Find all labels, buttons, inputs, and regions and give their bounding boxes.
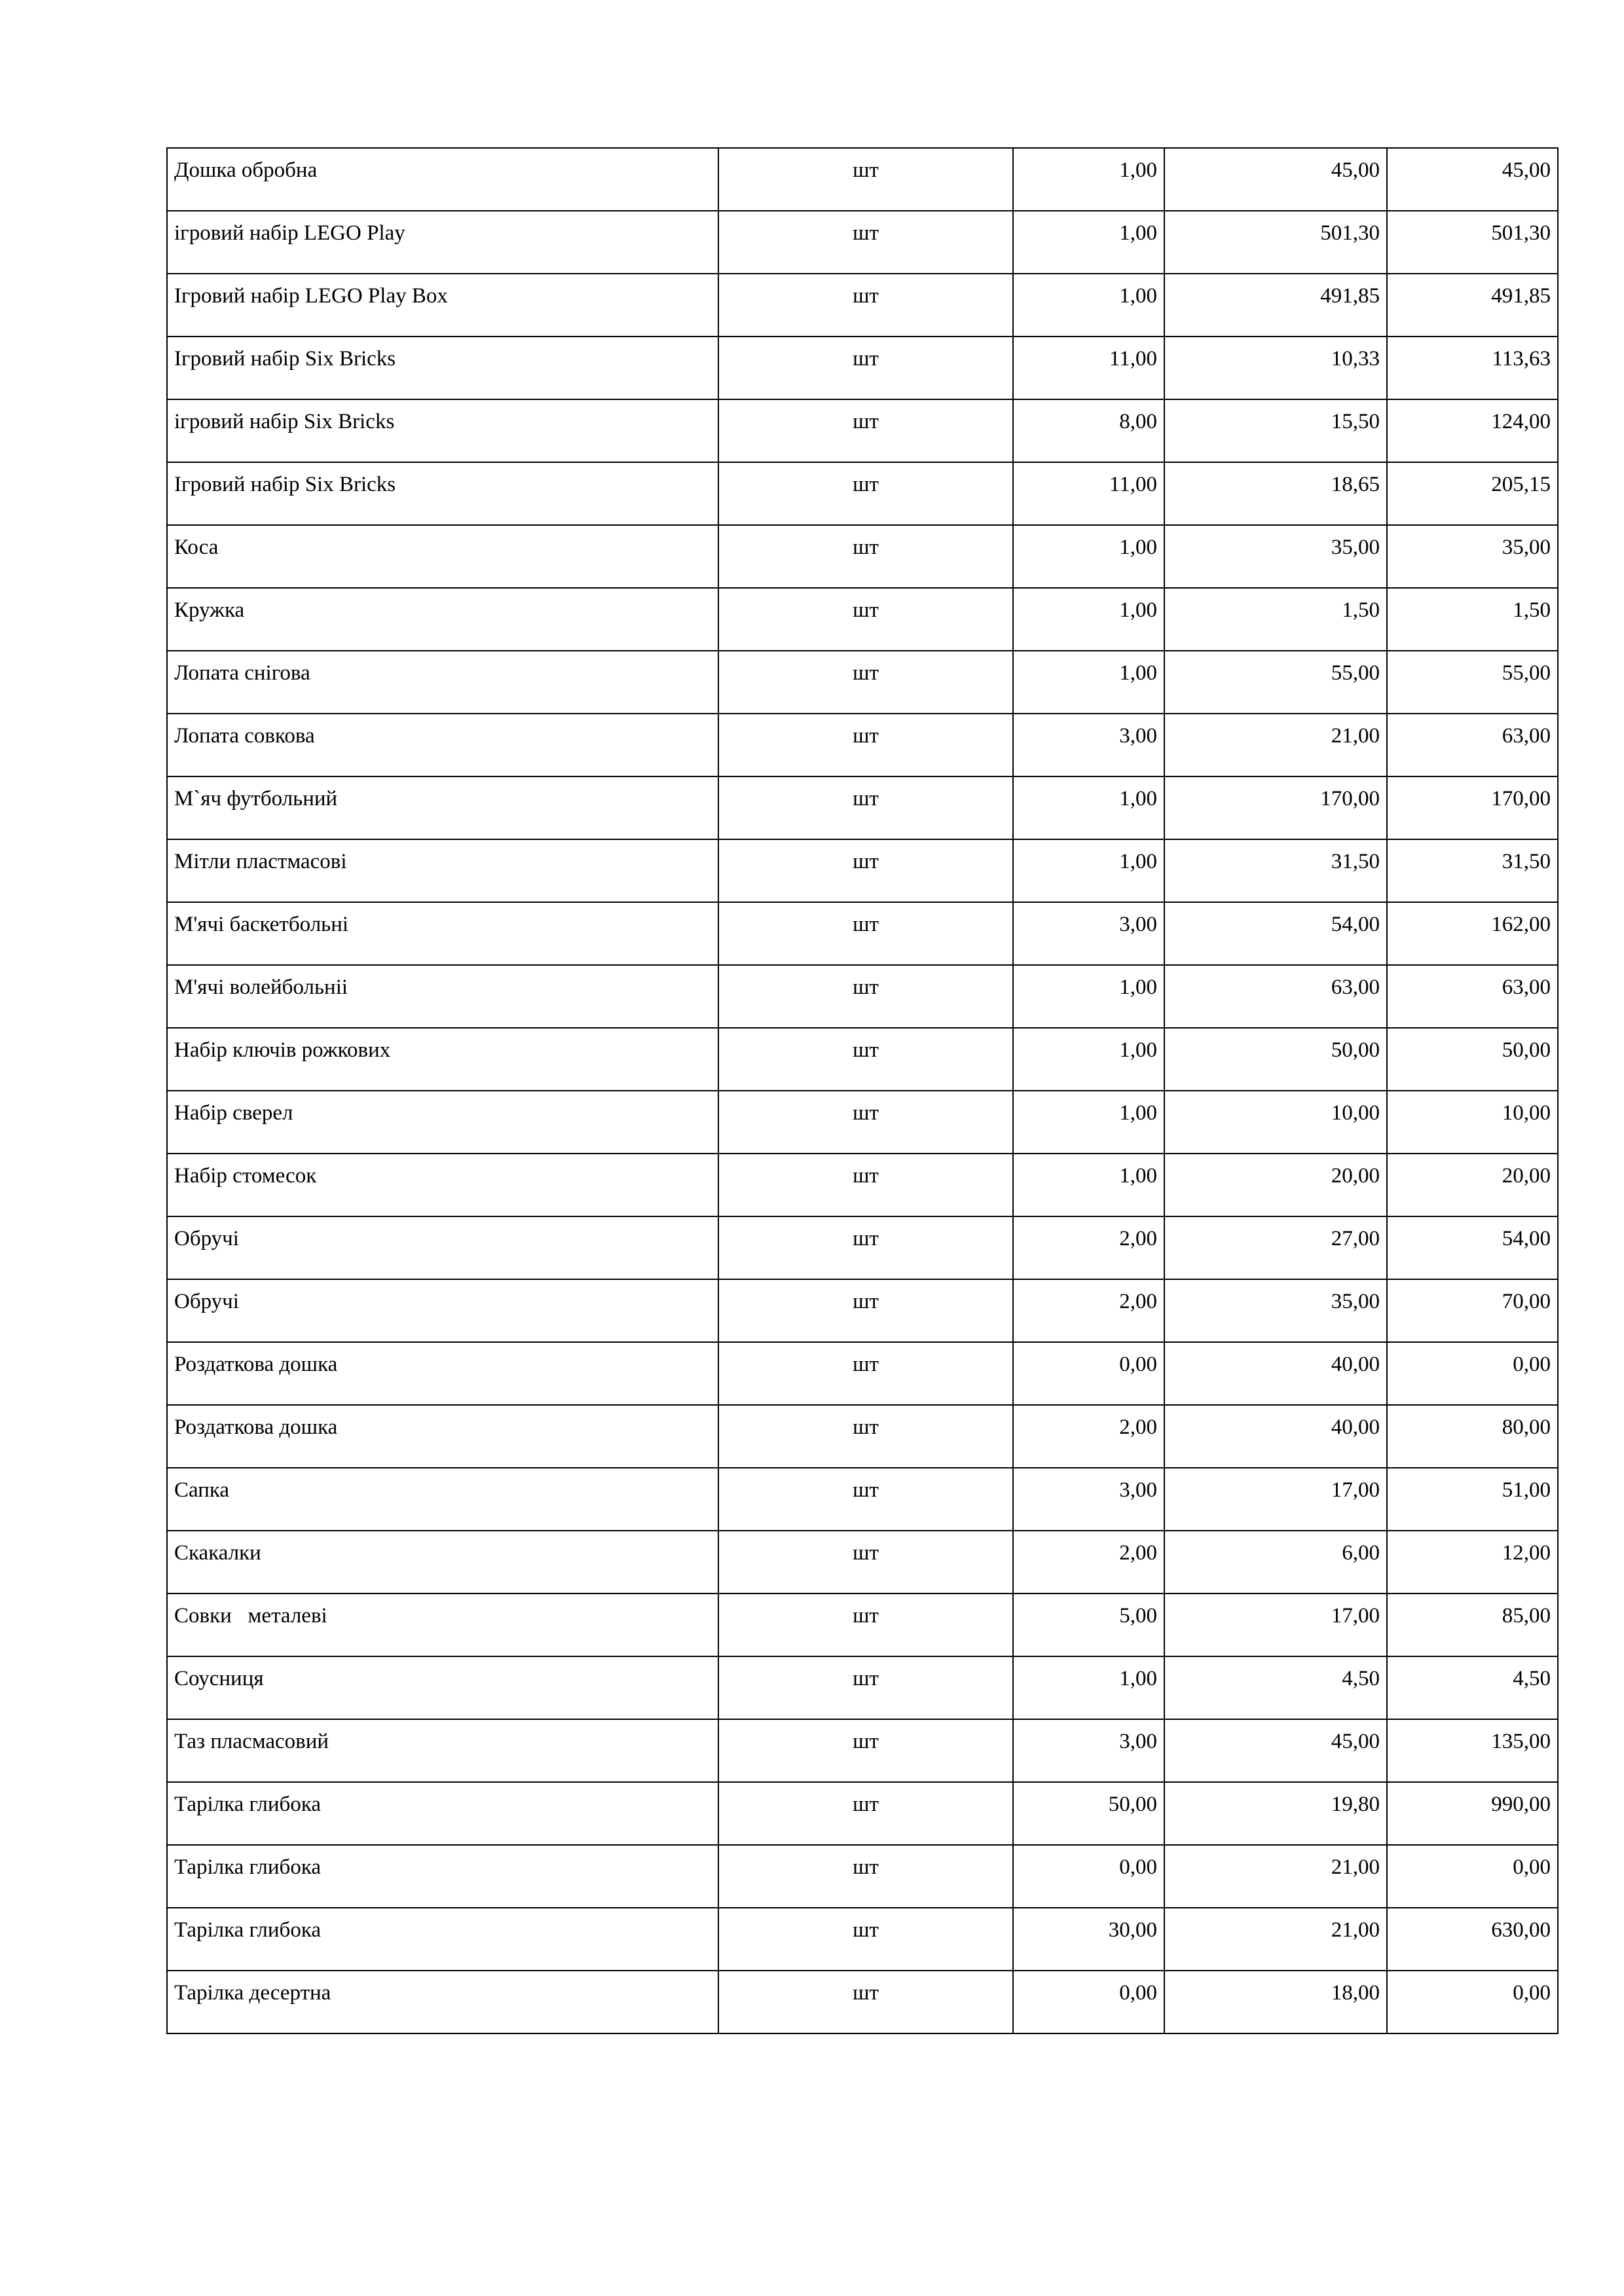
item-quantity-cell: 2,00 [1013,1531,1164,1594]
item-price-cell: 17,00 [1164,1594,1387,1656]
item-unit-cell: шт [718,1028,1013,1091]
item-name-cell: Роздаткова дошка [167,1405,718,1468]
item-name-cell: Совки металеві [167,1594,718,1656]
item-name-cell: Обручі [167,1279,718,1342]
item-name-cell: Ігровий набір Six Bricks [167,462,718,525]
item-unit-cell: шт [718,902,1013,965]
item-price-cell: 1,50 [1164,588,1387,651]
item-total-cell: 50,00 [1387,1028,1558,1091]
item-quantity-cell: 5,00 [1013,1594,1164,1656]
item-unit-cell: шт [718,148,1013,211]
item-unit-cell: шт [718,1154,1013,1216]
item-name-cell: Тарілка глибока [167,1908,718,1971]
table-row [167,1091,1558,1154]
item-price-cell: 15,50 [1164,399,1387,462]
table-row [167,525,1558,588]
table-row [167,776,1558,839]
item-unit-cell: шт [718,1782,1013,1845]
item-total-cell: 45,00 [1387,148,1558,211]
item-price-cell: 21,00 [1164,1845,1387,1908]
item-quantity-cell: 1,00 [1013,274,1164,337]
item-unit-cell: шт [718,274,1013,337]
table-row [167,462,1558,525]
table-row [167,211,1558,274]
item-name-cell: М'ячі баскетбольні [167,902,718,965]
item-name-cell: Лопата снігова [167,651,718,714]
item-total-cell: 135,00 [1387,1719,1558,1782]
item-quantity-cell: 3,00 [1013,714,1164,776]
item-total-cell: 12,00 [1387,1531,1558,1594]
item-quantity-cell: 1,00 [1013,211,1164,274]
item-quantity-cell: 2,00 [1013,1405,1164,1468]
item-total-cell: 205,15 [1387,462,1558,525]
item-quantity-cell: 1,00 [1013,839,1164,902]
table-row [167,588,1558,651]
item-price-cell: 45,00 [1164,148,1387,211]
table-row [167,651,1558,714]
item-total-cell: 0,00 [1387,1971,1558,2033]
item-price-cell: 40,00 [1164,1405,1387,1468]
item-price-cell: 491,85 [1164,274,1387,337]
item-price-cell: 10,00 [1164,1091,1387,1154]
item-quantity-cell: 3,00 [1013,902,1164,965]
item-unit-cell: шт [718,1656,1013,1719]
item-total-cell: 20,00 [1387,1154,1558,1216]
table-row [167,274,1558,337]
table-row [167,714,1558,776]
item-total-cell: 113,63 [1387,337,1558,399]
table-row [167,337,1558,399]
table-row [167,1908,1558,1971]
item-name-cell: Роздаткова дошка [167,1342,718,1405]
item-total-cell: 80,00 [1387,1405,1558,1468]
item-price-cell: 6,00 [1164,1531,1387,1594]
item-quantity-cell: 1,00 [1013,1656,1164,1719]
item-unit-cell: шт [718,714,1013,776]
item-name-cell: Ігровий набір LEGO Play Box [167,274,718,337]
item-unit-cell: шт [718,1405,1013,1468]
item-price-cell: 54,00 [1164,902,1387,965]
item-total-cell: 501,30 [1387,211,1558,274]
item-name-cell: Набір сверел [167,1091,718,1154]
item-unit-cell: шт [718,525,1013,588]
item-quantity-cell: 3,00 [1013,1719,1164,1782]
item-unit-cell: шт [718,1908,1013,1971]
item-unit-cell: шт [718,1594,1013,1656]
item-price-cell: 10,33 [1164,337,1387,399]
table-row [167,148,1558,211]
item-price-cell: 21,00 [1164,1908,1387,1971]
item-name-cell: Тарілка глибока [167,1845,718,1908]
item-unit-cell: шт [718,399,1013,462]
item-unit-cell: шт [718,1845,1013,1908]
item-price-cell: 501,30 [1164,211,1387,274]
table-row [167,902,1558,965]
table-row [167,1531,1558,1594]
table-row [167,1154,1558,1216]
item-name-cell: Ігровий набір Six Bricks [167,337,718,399]
item-unit-cell: шт [718,1342,1013,1405]
item-total-cell: 51,00 [1387,1468,1558,1531]
item-total-cell: 85,00 [1387,1594,1558,1656]
item-total-cell: 630,00 [1387,1908,1558,1971]
item-unit-cell: шт [718,839,1013,902]
item-name-cell: Обручі [167,1216,718,1279]
item-name-cell: Мітли пластмасові [167,839,718,902]
item-quantity-cell: 1,00 [1013,1028,1164,1091]
item-quantity-cell: 11,00 [1013,337,1164,399]
table-row [167,1782,1558,1845]
item-name-cell: Набір стомесок [167,1154,718,1216]
item-name-cell: Таз пласмасовий [167,1719,718,1782]
table-row [167,1719,1558,1782]
item-price-cell: 20,00 [1164,1154,1387,1216]
item-quantity-cell: 0,00 [1013,1342,1164,1405]
item-name-cell: Скакалки [167,1531,718,1594]
item-quantity-cell: 1,00 [1013,1154,1164,1216]
item-price-cell: 45,00 [1164,1719,1387,1782]
item-total-cell: 54,00 [1387,1216,1558,1279]
table-row [167,1405,1558,1468]
item-name-cell: ігровий набір LEGO Play [167,211,718,274]
item-unit-cell: шт [718,776,1013,839]
item-total-cell: 990,00 [1387,1782,1558,1845]
item-quantity-cell: 1,00 [1013,588,1164,651]
item-quantity-cell: 30,00 [1013,1908,1164,1971]
item-quantity-cell: 1,00 [1013,651,1164,714]
table-row [167,1279,1558,1342]
item-name-cell: Соусниця [167,1656,718,1719]
item-price-cell: 55,00 [1164,651,1387,714]
item-unit-cell: шт [718,965,1013,1028]
item-price-cell: 170,00 [1164,776,1387,839]
item-price-cell: 50,00 [1164,1028,1387,1091]
table-row [167,1594,1558,1656]
item-name-cell: Тарілка глибока [167,1782,718,1845]
item-price-cell: 40,00 [1164,1342,1387,1405]
item-quantity-cell: 1,00 [1013,776,1164,839]
table-row [167,1971,1558,2033]
item-quantity-cell: 0,00 [1013,1845,1164,1908]
inventory-table [166,147,1559,2034]
item-price-cell: 18,65 [1164,462,1387,525]
table-row [167,1342,1558,1405]
item-unit-cell: шт [718,1971,1013,2033]
item-unit-cell: шт [718,588,1013,651]
item-price-cell: 21,00 [1164,714,1387,776]
item-name-cell: Дошка обробна [167,148,718,211]
item-name-cell: Кружка [167,588,718,651]
item-unit-cell: шт [718,1216,1013,1279]
item-unit-cell: шт [718,211,1013,274]
item-price-cell: 19,80 [1164,1782,1387,1845]
item-name-cell: Набір ключів рожкових [167,1028,718,1091]
item-name-cell: ігровий набір Six Bricks [167,399,718,462]
table-row [167,399,1558,462]
item-total-cell: 0,00 [1387,1845,1558,1908]
item-quantity-cell: 2,00 [1013,1216,1164,1279]
item-total-cell: 31,50 [1387,839,1558,902]
item-quantity-cell: 1,00 [1013,965,1164,1028]
table-row [167,839,1558,902]
item-price-cell: 17,00 [1164,1468,1387,1531]
item-total-cell: 63,00 [1387,714,1558,776]
item-quantity-cell: 3,00 [1013,1468,1164,1531]
item-price-cell: 31,50 [1164,839,1387,902]
item-name-cell: М`яч футбольний [167,776,718,839]
table-row [167,1845,1558,1908]
table-row [167,1028,1558,1091]
item-total-cell: 70,00 [1387,1279,1558,1342]
table-row [167,965,1558,1028]
item-unit-cell: шт [718,1091,1013,1154]
item-total-cell: 124,00 [1387,399,1558,462]
item-name-cell: М'ячі волейбольніі [167,965,718,1028]
item-price-cell: 27,00 [1164,1216,1387,1279]
item-total-cell: 170,00 [1387,776,1558,839]
item-name-cell: Сапка [167,1468,718,1531]
item-price-cell: 35,00 [1164,1279,1387,1342]
item-quantity-cell: 8,00 [1013,399,1164,462]
item-name-cell: Коса [167,525,718,588]
item-unit-cell: шт [718,462,1013,525]
item-unit-cell: шт [718,1468,1013,1531]
item-quantity-cell: 0,00 [1013,1971,1164,2033]
item-quantity-cell: 2,00 [1013,1279,1164,1342]
item-price-cell: 63,00 [1164,965,1387,1028]
item-price-cell: 35,00 [1164,525,1387,588]
table-row [167,1216,1558,1279]
item-quantity-cell: 1,00 [1013,1091,1164,1154]
item-total-cell: 63,00 [1387,965,1558,1028]
item-total-cell: 35,00 [1387,525,1558,588]
item-unit-cell: шт [718,651,1013,714]
item-name-cell: Тарілка десертна [167,1971,718,2033]
item-unit-cell: шт [718,337,1013,399]
item-total-cell: 0,00 [1387,1342,1558,1405]
item-unit-cell: шт [718,1719,1013,1782]
item-total-cell: 162,00 [1387,902,1558,965]
item-quantity-cell: 1,00 [1013,148,1164,211]
table-row [167,1656,1558,1719]
item-total-cell: 55,00 [1387,651,1558,714]
item-total-cell: 491,85 [1387,274,1558,337]
inventory-table-body [167,148,1558,2033]
item-total-cell: 1,50 [1387,588,1558,651]
item-price-cell: 4,50 [1164,1656,1387,1719]
table-row [167,1468,1558,1531]
item-name-cell: Лопата совкова [167,714,718,776]
item-unit-cell: шт [718,1279,1013,1342]
item-quantity-cell: 1,00 [1013,525,1164,588]
item-quantity-cell: 11,00 [1013,462,1164,525]
item-unit-cell: шт [718,1531,1013,1594]
item-quantity-cell: 50,00 [1013,1782,1164,1845]
item-total-cell: 10,00 [1387,1091,1558,1154]
item-total-cell: 4,50 [1387,1656,1558,1719]
item-price-cell: 18,00 [1164,1971,1387,2033]
